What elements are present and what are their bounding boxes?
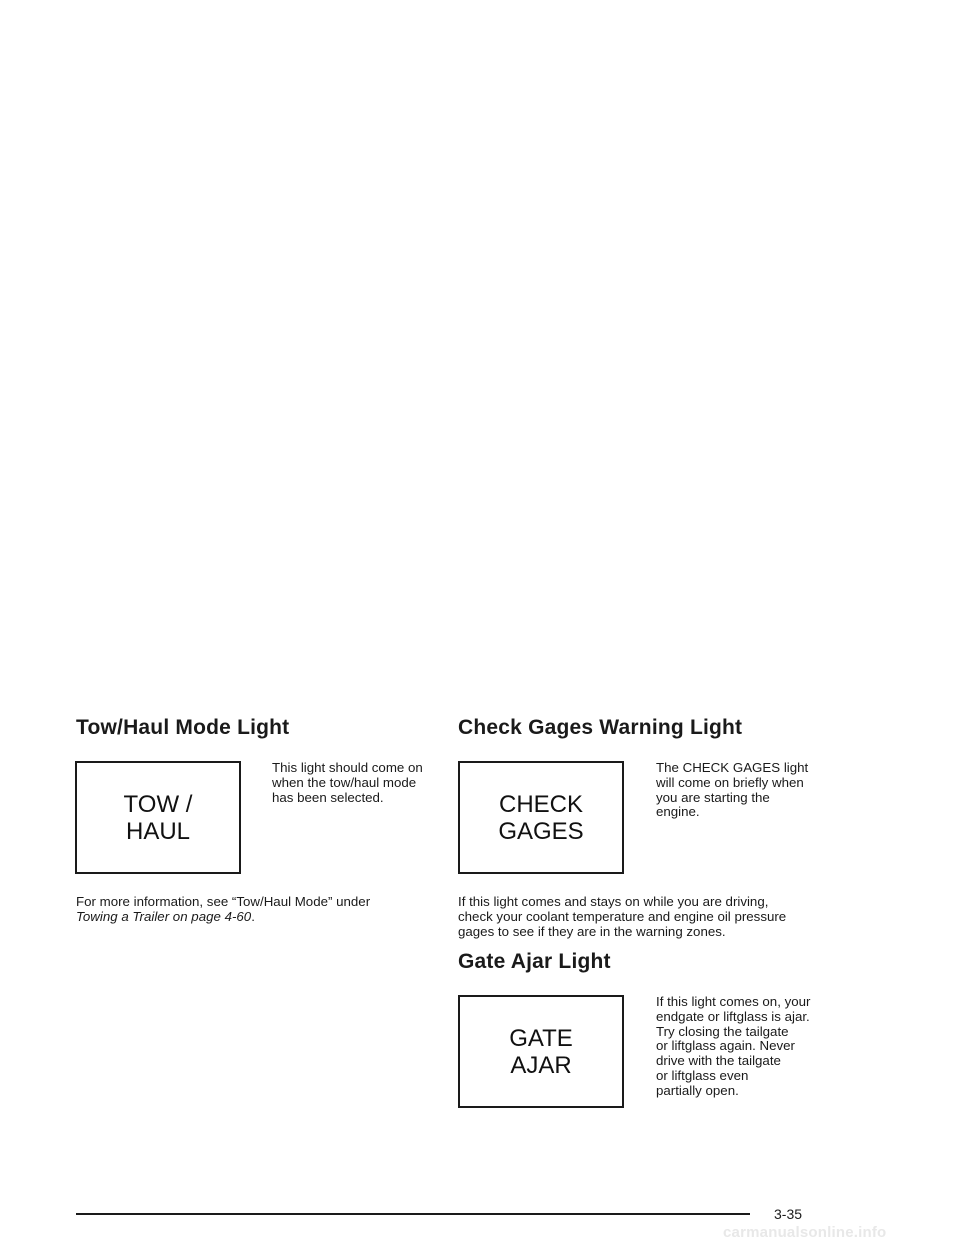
text-line: partially open. [656,1082,739,1098]
icon-label-line: GAGES [498,817,584,845]
text-line: endgate or liftglass is ajar. [656,1008,810,1024]
text-line: If this light comes and stays on while you are driving, [458,894,769,909]
text-line: engine. [656,804,700,820]
text-line: or liftglass again. Never [656,1038,795,1054]
text-line: or liftglass even [656,1067,749,1083]
text-line: when the tow/haul mode [272,774,417,790]
text-line [76,910,370,925]
icon-label-line: HAUL [125,817,191,845]
text-line: The CHECK GAGES light [656,760,809,775]
check-gages-heading: Check Gages Warning Light [458,716,743,739]
tow-haul-heading: Tow/Haul Mode Light [76,716,290,739]
page-number: 3-35 [774,1206,803,1222]
tow-haul-indicator-icon [75,761,241,874]
check-gages-description [656,761,808,820]
text-line: has been selected. [272,789,384,805]
text-line: will come on briefly when [656,774,804,790]
text-line: check your coolant temperature and engine oil pressure [458,908,787,924]
check-gages-details [458,895,786,939]
footer-rule [76,1213,750,1215]
check-gages-indicator-icon [458,761,624,874]
gate-ajar-description [656,995,810,1099]
text-line: For more information, see “Tow/Haul Mode” under [76,894,371,909]
icon-label-line: CHECK [498,790,583,818]
text-line: This light should come on [272,760,423,775]
text-line: Try closing the tailgate [656,1023,789,1039]
icon-label-line: TOW / [123,790,193,818]
tow-haul-more-info [76,895,370,925]
watermark: carmanualsonline.info [723,1224,887,1241]
text-line: If this light comes on, your [656,994,811,1009]
gate-ajar-indicator-icon [458,995,624,1108]
cross-reference-link[interactable]: Towing a Trailer on page 4-60 [76,908,252,924]
icon-label-line: AJAR [510,1051,572,1079]
text-line: drive with the tailgate [656,1053,781,1069]
tow-haul-description [272,761,423,805]
text-line: gages to see if they are in the warning zones. [458,923,726,939]
gate-ajar-heading: Gate Ajar Light [458,950,611,973]
text-punctuation: . [251,908,255,924]
text-line: you are starting the [656,789,770,805]
icon-label-line: GATE [509,1024,573,1052]
